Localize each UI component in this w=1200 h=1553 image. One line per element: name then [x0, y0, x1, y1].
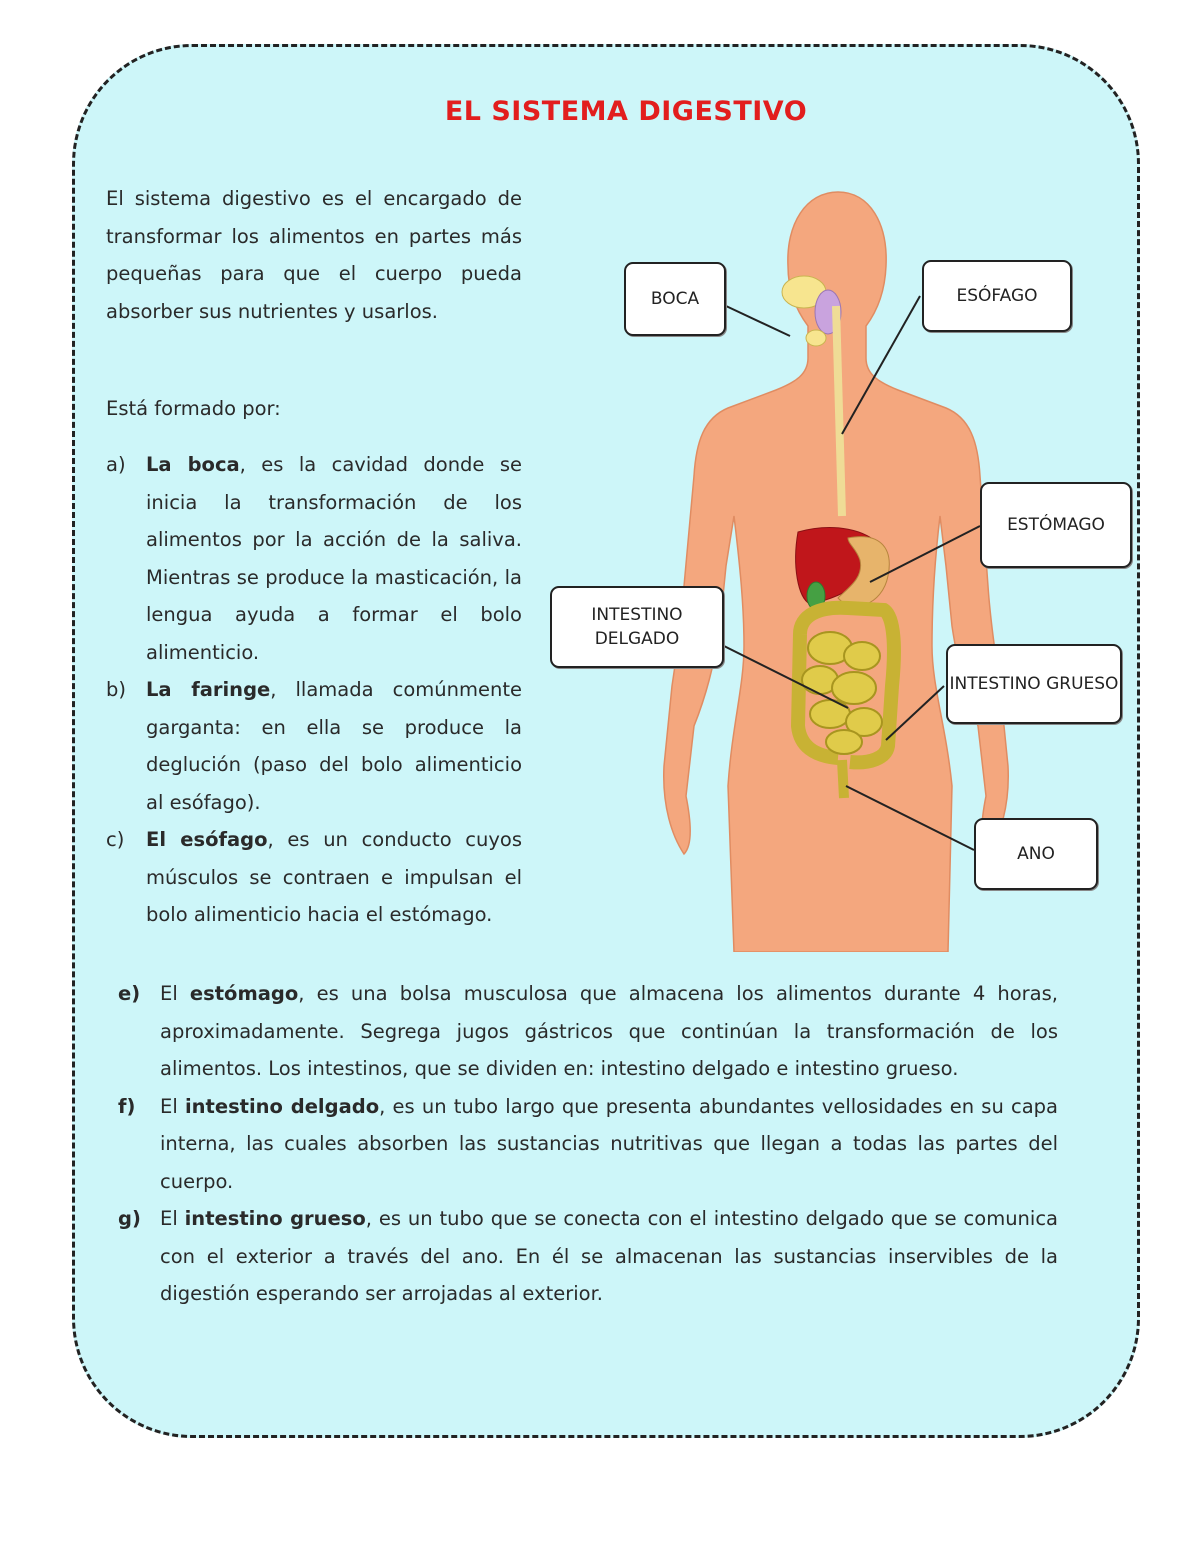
list-term: intestino delgado: [184, 1094, 380, 1118]
label-intestino-grueso: INTESTINO GRUESO: [946, 644, 1122, 724]
list-text: , es un conducto cuyos músculos se contraen e impulsan el bolo alimenticio hacia el estómago.: [146, 828, 522, 926]
organ-list-bottom: [118, 975, 1059, 1313]
list-letter: g): [118, 1207, 141, 1230]
list-pre: El: [160, 1207, 185, 1230]
list-text: , es un tubo que se conecta con el intestino delgado que se comunica con el exterior a través del ano. En él se almacenan las sustancias inservibles de la digestión esperando ser arrojadas al exterior.: [160, 1207, 1059, 1305]
page-title: EL SISTEMA DIGESTIVO: [444, 96, 808, 127]
list-pre: El: [160, 982, 190, 1005]
list-letter: c): [106, 828, 125, 851]
label-ano: ANO: [974, 818, 1098, 890]
label-estomago: ESTÓMAGO: [980, 482, 1132, 568]
list-term: intestino grueso: [184, 1207, 366, 1230]
list-item: [106, 446, 522, 671]
list-letter: f): [118, 1094, 136, 1118]
list-item: [118, 975, 1058, 1088]
organ-list-left: [106, 446, 522, 934]
list-text: , llamada comúnmente garganta: en ella se produce la deglución (paso del bolo alimenticio al esófago).: [146, 678, 522, 814]
list-letter: b): [106, 678, 126, 701]
label-intestino-delgado: INTESTINO DELGADO: [550, 586, 724, 668]
list-term: El esófago: [146, 828, 268, 851]
list-text: , es una bolsa musculosa que almacena los alimentos durante 4 horas, aproximadamente. Segrega jugos gástricos que continúan la transformación de los alimentos. Los intestinos, que se dividen en: intestino delgado e intestino grueso.: [160, 982, 1058, 1080]
submandibular-shape: [806, 330, 826, 346]
list-item: [106, 671, 522, 821]
list-term: estómago: [189, 982, 299, 1005]
list-letter: a): [106, 453, 126, 476]
rectum-shape: [842, 760, 844, 798]
list-pre: El: [160, 1094, 185, 1118]
list-term: La boca: [146, 453, 240, 476]
list-term: La faringe: [146, 678, 271, 701]
list-item: [118, 1200, 1059, 1313]
list-text: , es la cavidad donde se inicia la transformación de los alimentos por la acción de la saliva. Mientras se produce la masticación, la lengua ayuda a formar el bolo alimenticio.: [146, 453, 522, 664]
label-esofago: ESÓFAGO: [922, 260, 1072, 332]
intro-paragraph: El sistema digestivo es el encargado de transformar los alimentos en partes más pequeñas para que el cuerpo pueda absorber sus nutrientes y usarlos.: [106, 187, 522, 323]
formed-by-heading: Está formado por:: [106, 397, 281, 420]
list-letter: e): [118, 982, 141, 1005]
list-text: , es un tubo largo que presenta abundantes vellosidades en su capa interna, las cuales absorben las sustancias nutritivas que llegan a todas las partes del cuerpo.: [160, 1094, 1059, 1193]
digestive-system-diagram: [548, 186, 1138, 952]
list-item: [118, 1088, 1059, 1201]
list-item: [106, 821, 522, 934]
label-boca: BOCA: [624, 262, 726, 336]
